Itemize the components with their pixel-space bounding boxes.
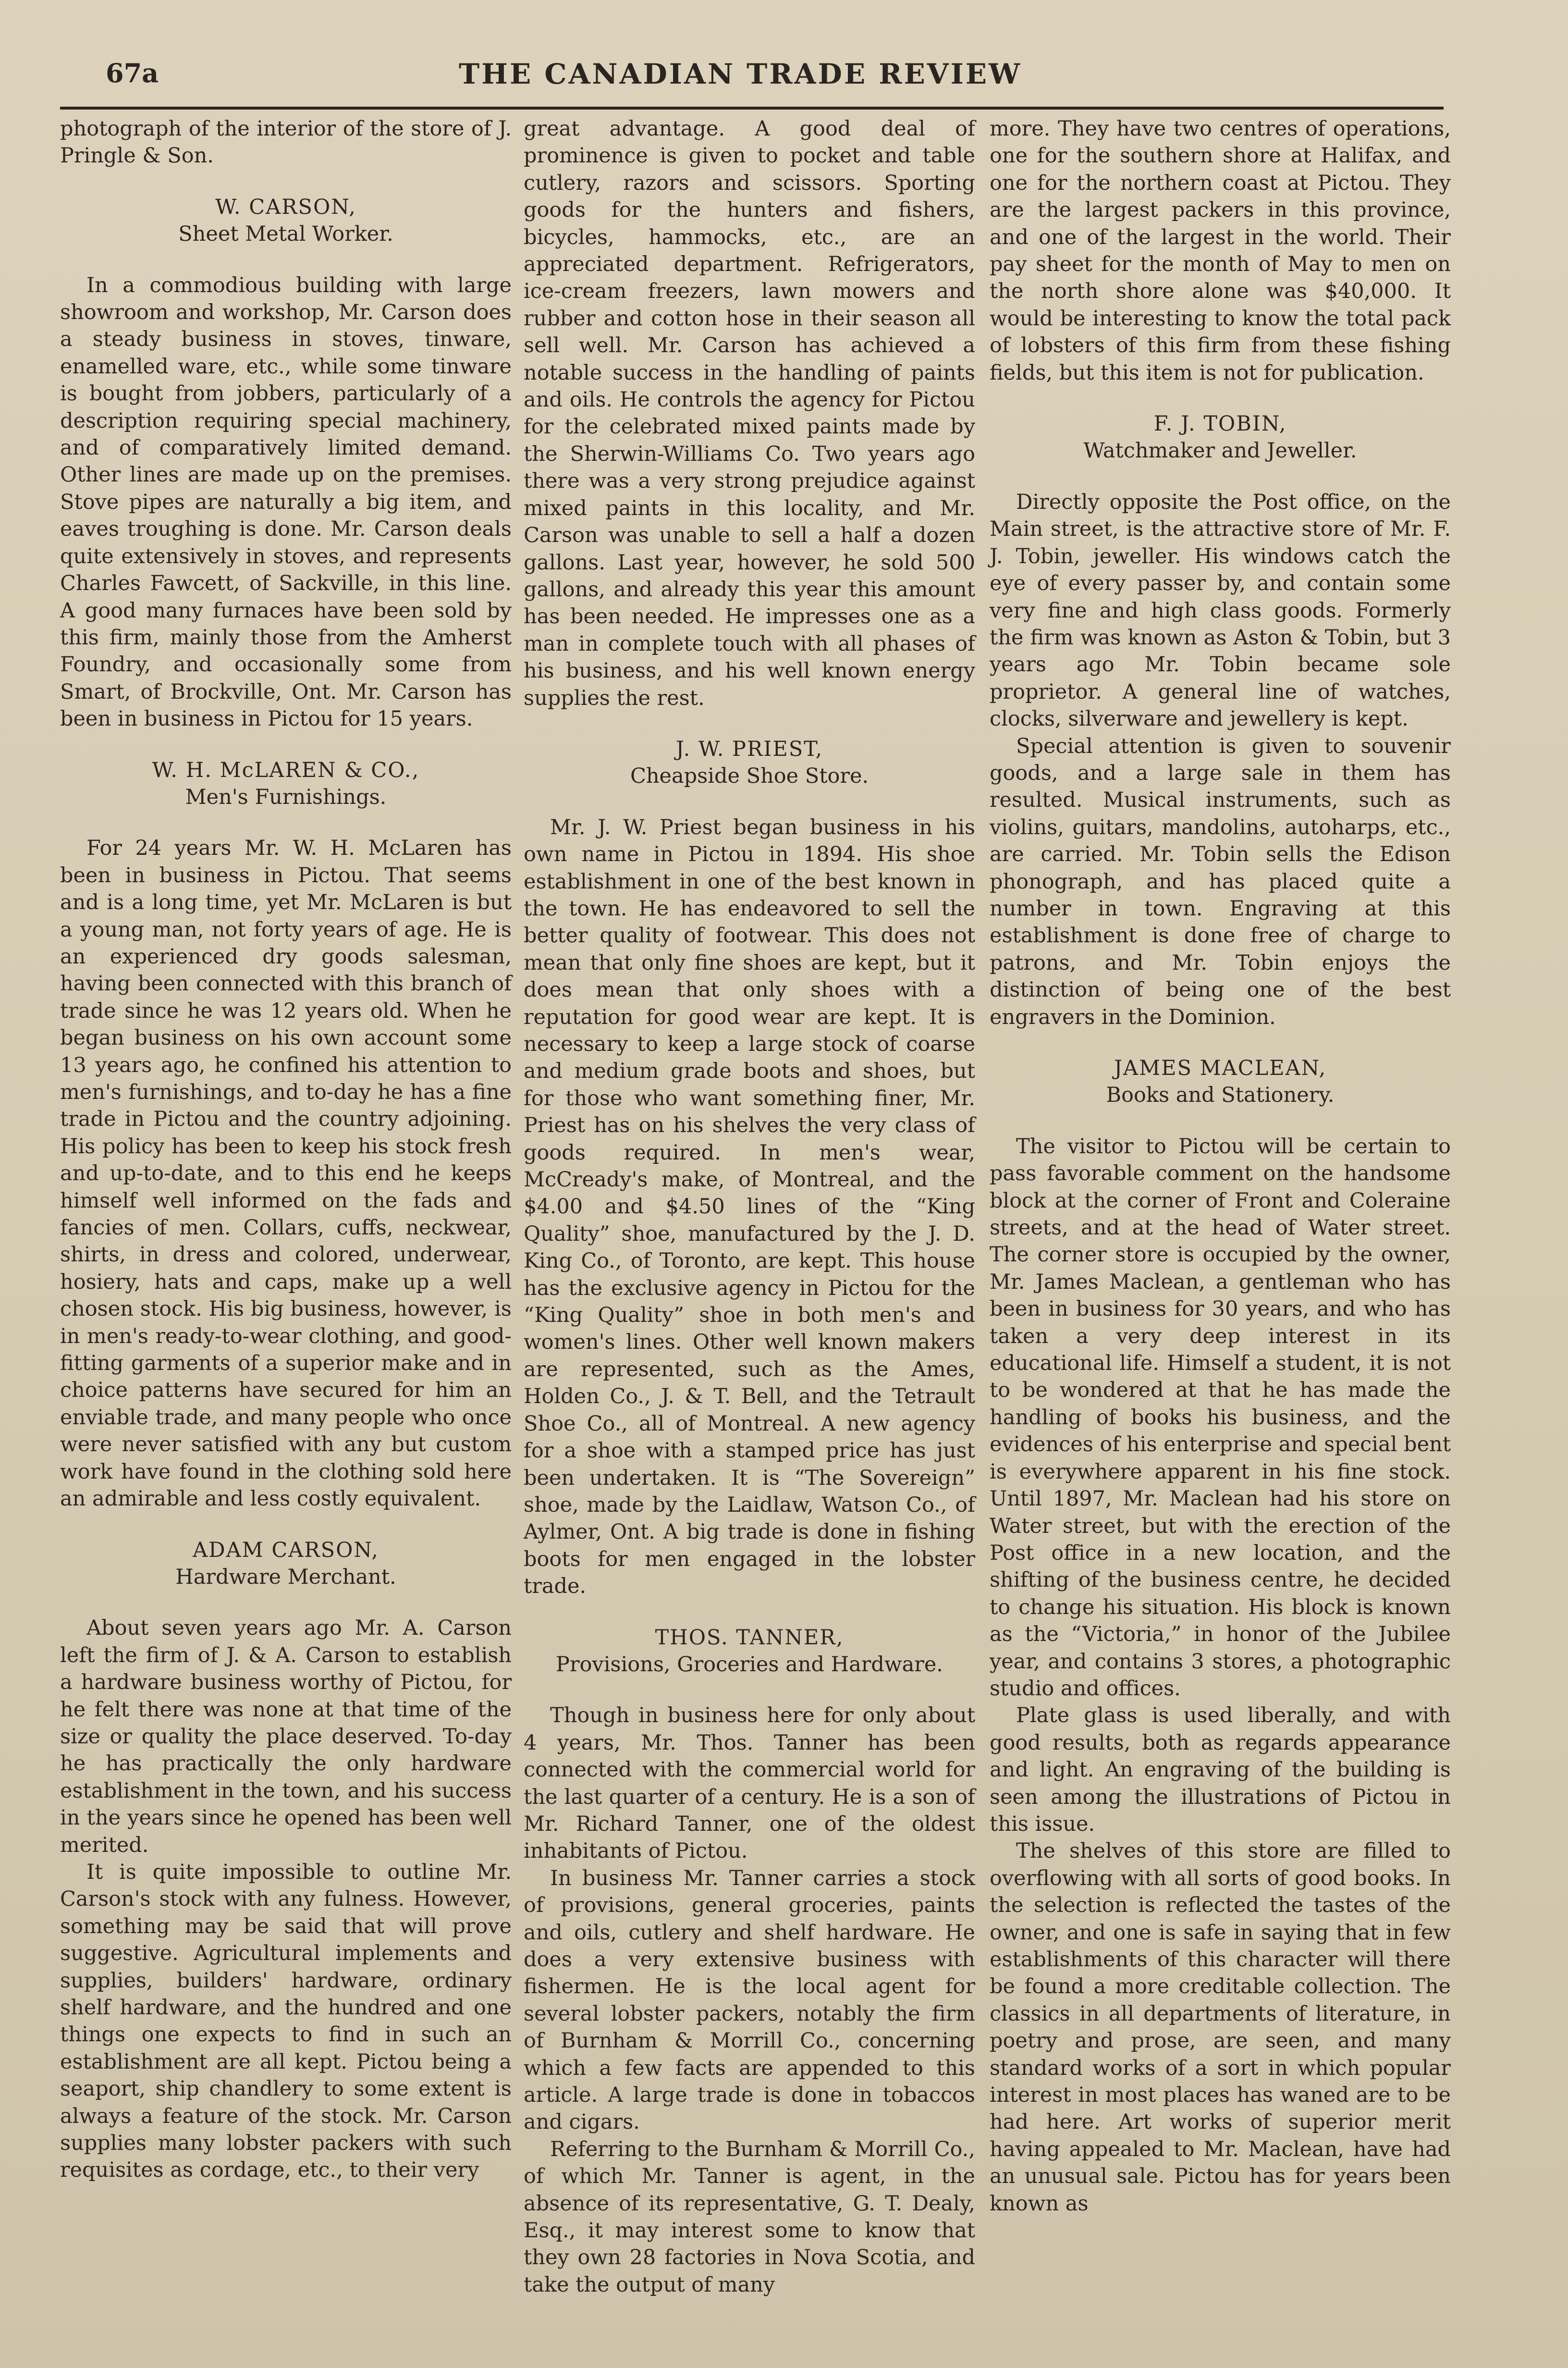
article-heading-mclaren bbox=[60, 757, 512, 811]
article-paragraph: In a commodious building with large showroom and workshop, Mr. Carson does a steady business in stoves, tinware, enamelled ware, etc., while some tinware is bought from jobbers, particularly of a description requiring special machinery, and of comparatively limited demand. Other lines are made up on the premises. Stove pipes are naturally a big item, and eaves troughing is done. Mr. Carson deals quite extensively in stoves, and represents Charles Fawcett, of Sackville, in this line. A good many furnaces have been sold by this firm, mainly those from the Amherst Foundry, and occasionally some from Smart, of Brockville, Ont. Mr. Carson has been in business in Pictou for 15 years. bbox=[60, 273, 512, 731]
business-name: THOS. TANNER, bbox=[655, 1625, 844, 1650]
article-paragraph: Mr. J. W. Priest began business in his own name in Pictou in 1894. His shoe establishment in one of the best known in the town. He has endeavored to sell the better quality of footwear. This does not mean that only fine shoes are kept, but it does mean that only shoes with a reputation for good wear are kept. It is necessary to keep a large stock of coarse and medium grade boots and shoes, but for those who want something finer, Mr. Priest has on his shelves the very class of goods required. In men's wear, McCready's make, of Montreal, and the $4.00 and $4.50 lines of the “King Quality” shoe, manufactured by the J. D. King Co., of Toronto, are kept. This house has the exclusive agency in Pictou for the “King Quality” shoe in both men's and women's lines. Other well known makers are represented, such as the Ames, Holden Co., J. & T. Bell, and the Tetrault Shoe Co., all of Montreal. A new agency for a shoe with a stamped price has just been undertaken. It is “The Sovereign” shoe, made by the Laidlaw, Watson Co., of Aylmer, Ont. A big trade is done in fishing boots for men engaged in the lobster trade. bbox=[524, 815, 975, 1599]
business-name: J. W. PRIEST, bbox=[675, 737, 823, 761]
article-paragraph: Referring to the Burnham & Morrill Co., of which Mr. Tanner is agent, in the absence of its representative, G. T. Dealy, Esq., it may interest some to know that they own 28 factories in Nova Scotia, and take the output of many bbox=[524, 2137, 975, 2297]
article-heading-tanner bbox=[524, 1624, 975, 1678]
article-paragraph: In business Mr. Tanner carries a stock of provisions, general groceries, paints and oils, cutlery and shelf hardware. He does a very extensive business with fishermen. He is the local agent for several lobster packers, notably the firm of Burnham & Morrill Co., concerning which a few facts are appended to this article. A large trade is done in tobaccos and cigars. bbox=[524, 1866, 975, 2134]
article-paragraph: Special attention is given to souvenir goods, and a large sale in them has resulted. Musical instruments, such as violins, guitars, mandolins, autoharps, etc., are carried. Mr. Tobin sells the Edison phonograph, and has placed quite a number in town. Engraving at this establishment is done free of charge to patrons, and Mr. Tobin enjoys the distinction of being one of the best engravers in the Dominion. bbox=[990, 734, 1451, 1029]
business-trade: Cheapside Shoe Store. bbox=[630, 764, 869, 789]
article-heading-maclean bbox=[990, 1055, 1451, 1109]
page-number: 67a bbox=[106, 58, 159, 88]
business-trade: Books and Stationery. bbox=[1106, 1083, 1335, 1108]
column-1 bbox=[60, 115, 512, 2184]
article-heading-tobin bbox=[990, 410, 1451, 465]
article-paragraph: The shelves of this store are filled to overflowing with all sorts of good books. In the selection is reflected the tastes of the owner, and one is safe in saying that in few establishments of this character will there be found a more creditable collection. The classics in all departments of literature, in poetry and prose, are seen, and many standard works of a sort in which popular interest in most places has waned are to be had here. Art works of superior merit having appealed to Mr. Maclean, have had an unusual sale. Pictou has for years been known as bbox=[990, 1839, 1451, 2216]
business-trade: Sheet Metal Worker. bbox=[178, 222, 393, 247]
column-2 bbox=[524, 115, 975, 2298]
article-paragraph: Plate glass is used liberally, and with good results, both as regards appearance and light. An engraving of the building is seen among the illustrations of Pictou in this issue. bbox=[990, 1703, 1451, 1836]
business-trade: Hardware Merchant. bbox=[175, 1565, 396, 1589]
article-heading-priest bbox=[524, 736, 975, 790]
continued-paragraph: more. They have two centres of operations, one for the southern shore at Halifax, and one for the northern coast at Pictou. They are the largest packers in this province, and one of the largest in the world. Their pay sheet for the month of May to men on the north shore alone was $40,000. It would be interesting to know the total pack of lobsters of this firm from these fishing fields, but this item is not for publication. bbox=[990, 117, 1451, 385]
page-header bbox=[60, 58, 1444, 91]
intro-paragraph: photograph of the interior of the store of J. Pringle & Son. bbox=[60, 117, 512, 168]
article-paragraph: Directly opposite the Post office, on the Main street, is the attractive store of Mr. F. J. Tobin, jeweller. His windows catch the eye of every passer by, and contain some very fine and high class goods. Formerly the firm was known as Aston & Tobin, but 3 years ago Mr. Tobin became sole proprietor. A general line of watches, clocks, silverware and jewellery is kept. bbox=[990, 490, 1451, 731]
article-paragraph: About seven years ago Mr. A. Carson left the firm of J. & A. Carson to establish a hardware business worthy of Pictou, for he felt there was none at that time of the size or quality the place deserved. To-day he has practically the only hardware establishment in the town, and his success in the years since he opened has been well merited. bbox=[60, 1616, 512, 1857]
business-name: W. H. McLAREN & CO., bbox=[152, 758, 420, 782]
business-trade: Provisions, Groceries and Hardware. bbox=[556, 1652, 943, 1677]
article-paragraph: Though in business here for only about 4 years, Mr. Thos. Tanner has been connected with the commercial world for the last quarter of a century. He is a son of Mr. Richard Tanner, one of the oldest inhabitants of Pictou. bbox=[524, 1703, 975, 1863]
article-paragraph: For 24 years Mr. W. H. McLaren has been in business in Pictou. That seems and is a long time, yet Mr. McLaren is but a young man, not forty years of age. He is an experienced dry goods salesman, having been connected with this branch of trade since he was 12 years old. When he began business on his own account some 13 years ago, he confined his attention to men's furnishings, and to-day he has a fine trade in Pictou and the country adjoining. His policy has been to keep his stock fresh and up-to-date, and to this end he keeps himself well informed on the fads and fancies of men. Collars, cuffs, neckwear, shirts, in dress and colored, underwear, hosiery, hats and caps, make up a well chosen stock. His big business, however, is in men's ready-to-wear clothing, and good-fitting garments of a superior make and in choice patterns have secured for him an enviable trade, and many people who once were never satisfied with any but custom work have found in the clothing sold here an admirable and less costly equivalent. bbox=[60, 836, 512, 1511]
business-name: F. J. TOBIN, bbox=[1153, 412, 1287, 436]
continued-paragraph: great advantage. A good deal of prominence is given to pocket and table cutlery, razors and scissors. Sporting goods for the hunters and fishers, bicycles, hammocks, etc., are an appreciated department. Refrigerators, ice-cream freezers, lawn mowers and rubber and cotton hose in their season all sell well. Mr. Carson has achieved a notable success in the handling of paints and oils. He controls the agency for Pictou for the celebrated mixed paints made by the Sherwin-Williams Co. Two years ago there was a very strong prejudice against mixed paints in this locality, and Mr. Carson was unable to sell a half a dozen gallons. Last year, however, he sold 500 gallons, and already this year this amount has been needed. He impresses one as a man in complete touch with all phases of his business, and his well known energy supplies the rest. bbox=[524, 117, 975, 710]
header-rule bbox=[60, 107, 1444, 110]
business-name: ADAM CARSON, bbox=[193, 1538, 379, 1562]
article-paragraph: The visitor to Pictou will be certain to pass favorable comment on the handsome block at the corner of Front and Coleraine streets, and at the head of Water street. The corner store is occupied by the owner, Mr. James Maclean, a gentleman who has been in business for 30 years, and who has taken a very deep interest in its educational life. Himself a student, it is not to be wondered at that he has made the handling of books his business, and the evidences of his enterprise and special bent is everywhere apparent in his fine stock. Until 1897, Mr. Maclean had his store on Water street, but with the erection of the Post office in a new location, and the shifting of the business centre, he decided to change his situation. His block is known as the “Victoria,” in honor of the Jubilee year, and contains 3 stores, a photographic studio and offices. bbox=[990, 1134, 1451, 1701]
article-heading-adam-carson bbox=[60, 1537, 512, 1591]
business-name: JAMES MACLEAN, bbox=[1114, 1056, 1327, 1080]
business-trade: Men's Furnishings. bbox=[185, 785, 387, 809]
article-paragraph: It is quite impossible to outline Mr. Carson's stock with any fulness. However, something may be said that will prove suggestive. Agricultural implements and supplies, builders' hardware, ordinary shelf hardware, and the hundred and one things one expects to find in such an establishment are all kept. Pictou being a seaport, ship chandlery to some extent is always a feature of the stock. Mr. Carson supplies many lobster packers with such requisites as cordage, etc., to their very bbox=[60, 1860, 512, 2183]
business-trade: Watchmaker and Jeweller. bbox=[1083, 439, 1357, 463]
column-3 bbox=[990, 115, 1451, 2217]
article-heading-w-carson bbox=[60, 194, 512, 248]
business-name: W. CARSON, bbox=[215, 195, 356, 219]
masthead: THE CANADIAN TRADE REVIEW bbox=[459, 58, 1022, 90]
